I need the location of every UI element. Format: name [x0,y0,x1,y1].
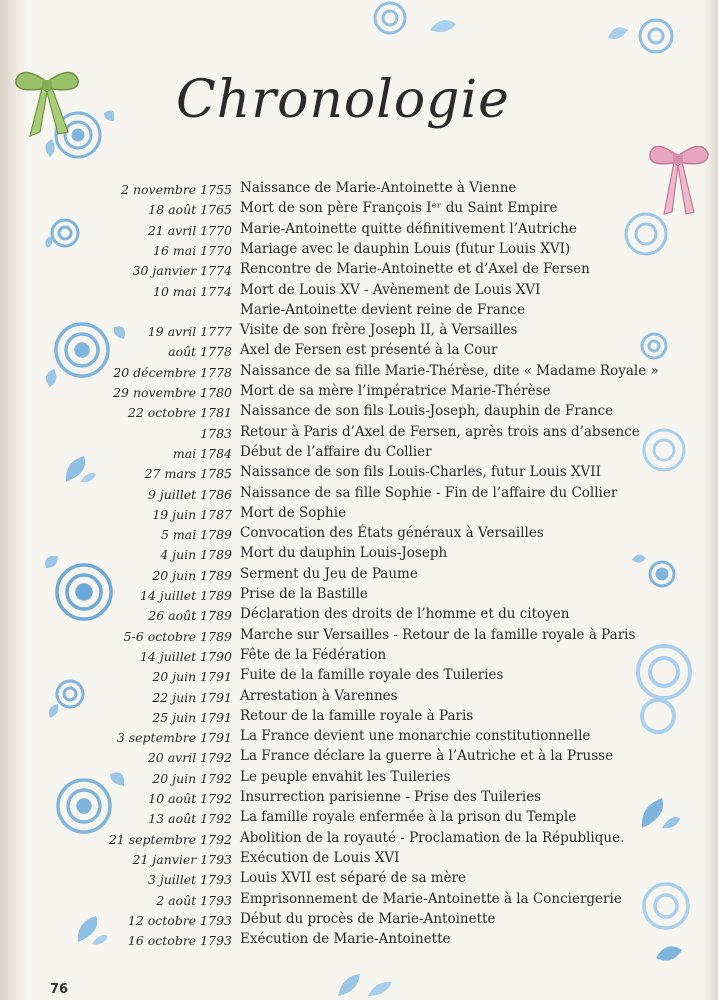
chronology-entry [0,341,718,361]
entry-date: 19 juin 1787 [152,506,232,522]
entry-date: 16 octobre 1793 [127,933,232,949]
entry-date: 2 août 1793 [156,892,232,908]
entry-date: 20 juin 1792 [152,770,232,786]
leaf-decoration-icon [332,962,402,998]
entry-date: 5 mai 1789 [160,527,232,543]
entry-event: Fête de la Fédération [240,646,387,663]
chronology-entry [0,240,718,260]
chronology-entry [0,747,718,767]
entry-date: 1783 [200,425,232,441]
chronology-entry [0,362,718,382]
chronology-entry [0,179,718,199]
page-number: 76 [50,982,69,997]
chronology-entry [0,585,718,605]
entry-date: 10 août 1792 [148,791,232,806]
entry-date: 21 avril 1770 [147,222,232,238]
page-title: Chronologie [176,70,510,130]
chronology-entry [0,402,718,422]
entry-event: Exécution de Marie-Antoinette [240,931,451,948]
entry-event: Emprisonnement de Marie-Antoinette à la Conciergerie [240,890,622,907]
entry-event: Mariage avec le dauphin Louis (futur Louis XVI) [240,240,571,257]
rose-decoration-icon [600,8,690,68]
entry-event: Louis XVII est séparé de sa mère [240,870,467,887]
entry-event: Le peuple envahit les Tuileries [240,768,451,785]
entry-date: 27 mars 1785 [144,466,232,482]
chronology-entry [0,524,718,544]
chronology-entry [0,646,718,666]
chronology-entry [0,910,718,930]
entry-event: Prise de la Bastille [240,586,368,602]
entry-date: 21 septembre 1792 [108,831,232,847]
entry-event: Mort de sa mère l’impératrice Marie-Thérèse [240,383,551,399]
rose-decoration-icon [360,0,480,50]
chronology-entry [0,707,718,727]
entry-event: La famille royale enfermée à la prison du Temple [240,809,577,826]
entry-event: La France devient une monarchie constitutionnelle [240,728,591,745]
chronology-entry [0,727,718,747]
entry-event: La France déclare la guerre à l’Autriche et à la Prusse [240,748,614,765]
chronology-entry [0,890,718,910]
chronology-entry [0,666,718,686]
entry-event: Début du procès de Marie-Antoinette [240,910,496,927]
entry-event: Début de l’affaire du Collier [240,443,432,460]
entry-event: Fuite de la famille royale des Tuileries [240,667,504,684]
entry-event: Insurrection parisienne - Prise des Tuileries [240,789,542,805]
entry-event: Serment du Jeu de Paume [240,565,418,582]
chronology-entry [0,687,718,707]
chronology-entry [0,423,718,443]
entry-event: Naissance de sa fille Marie-Thérèse, dite « Madame Royale » [240,362,659,379]
entry-event: Mort de Louis XV - Avènement de Louis XVI [240,281,541,298]
chronology-entry [0,768,718,788]
entry-date: 26 août 1789 [148,608,232,624]
entry-event: Naissance de son fils Louis-Charles, futur Louis XVII [240,464,601,481]
entry-event: Mort de Sophie [240,504,347,521]
entry-date: 29 novembre 1780 [113,385,232,400]
entry-date: 30 janvier 1774 [132,263,232,279]
chronology-entry [0,260,718,280]
chronology-entry [0,463,718,483]
entry-date: 16 mai 1770 [153,242,232,258]
entry-event: Convocation des États généraux à Versailles [240,525,544,542]
chronology-entry [0,930,718,950]
chronology-entry [0,504,718,524]
entry-date: 22 octobre 1781 [127,405,232,421]
chronology-entry [0,808,718,828]
chronology-entry [0,605,718,625]
entry-event: Mort de son père François Iᵉʳ du Saint Empire [240,200,558,217]
entry-date: 20 juin 1791 [152,669,232,685]
entry-event: Naissance de son fils Louis-Joseph, dauphin de France [240,403,614,420]
entry-date: août 1778 [168,344,232,360]
entry-date: 21 janvier 1793 [132,851,232,867]
entry-date: 20 avril 1792 [147,750,232,766]
chronology-entry [0,199,718,219]
chronology-entry [0,849,718,869]
entry-date: 20 juin 1789 [152,567,232,583]
entry-date: 10 mai 1774 [153,283,232,299]
entry-event: Naissance de Marie-Antoinette à Vienne [240,180,517,196]
entry-date: 9 juillet 1786 [147,486,232,502]
entry-date: 20 décembre 1778 [113,364,232,380]
chronology-entry [0,565,718,585]
entry-event: Abolition de la royauté - Proclamation de la République. [240,829,625,846]
entry-date: 3 septembre 1791 [116,730,232,746]
chronology-entry [0,281,718,301]
entry-event: Naissance de sa fille Sophie - Fin de l’affaire du Collier [240,484,618,501]
entry-event: Marie-Antoinette quitte définitivement l’Autriche [240,220,577,237]
entry-event: Exécution de Louis XVI [240,849,400,866]
chronology-entry [0,626,718,646]
entry-event: Arrestation à Varennes [240,687,398,704]
entry-event: Rencontre de Marie-Antoinette et d’Axel de Fersen [240,261,590,278]
entry-date: mai 1784 [172,445,232,461]
chronology-entry [0,321,718,341]
entry-date: 25 juin 1791 [152,709,232,725]
entry-date: 18 août 1765 [148,202,232,218]
chronology-entry [0,301,718,321]
chronology-entry [0,443,718,463]
entry-event: Marche sur Versailles - Retour de la famille royale à Paris [240,626,636,643]
entry-date: 2 novembre 1755 [121,182,232,197]
chronology-entry [0,544,718,564]
entry-date: 14 juillet 1790 [139,648,232,664]
entry-date: 13 août 1792 [148,811,232,827]
entry-event: Retour à Paris d’Axel de Fersen, après trois ans d’absence [240,423,640,440]
chronology-entry [0,869,718,889]
chronology-entry [0,382,718,402]
entry-event: Marie-Antoinette devient reine de France [240,301,526,318]
green-ribbon-bow-icon [12,62,82,138]
entry-date: 3 juillet 1793 [147,872,232,888]
chronology-entry [0,220,718,240]
chronology-entry [0,484,718,504]
entry-date: 4 juin 1789 [160,547,232,563]
chronology-entry [0,829,718,849]
entry-event: Mort du dauphin Louis-Joseph [240,545,448,562]
entry-date: 19 avril 1777 [147,324,232,340]
entry-event: Déclaration des droits de l’homme et du citoyen [240,606,570,623]
entry-date: 12 octobre 1793 [127,912,232,928]
entry-event: Visite de son frère Joseph II, à Versailles [240,322,518,339]
entry-date: 5-6 octobre 1789 [123,628,232,644]
entry-event: Axel de Fersen est présenté à la Cour [240,342,498,359]
entry-date: 14 juillet 1789 [139,588,232,603]
entry-event: Retour de la famille royale à Paris [240,707,474,724]
entry-date: 22 juin 1791 [152,689,232,705]
chronology-entry [0,788,718,808]
